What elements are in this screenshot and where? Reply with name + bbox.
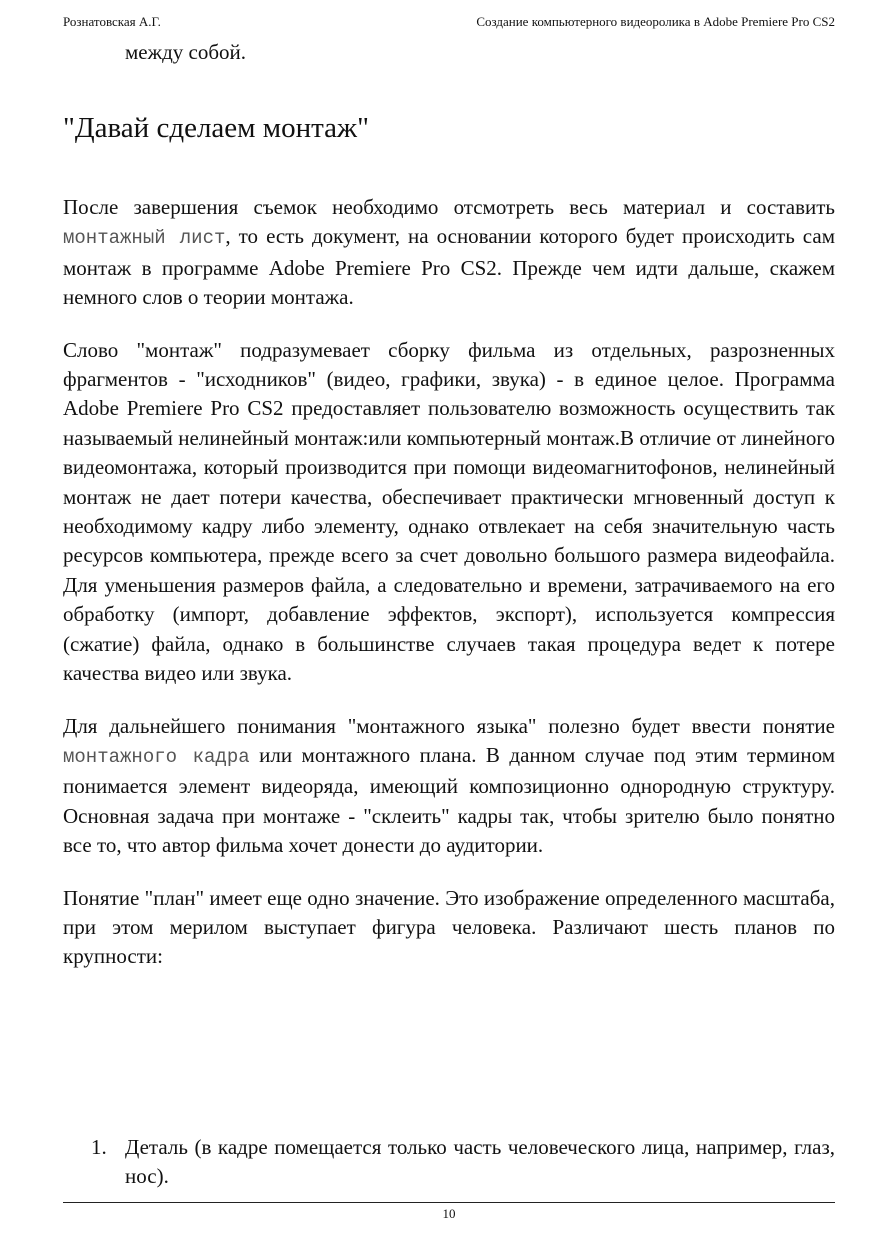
term-montage-sheet: монтажный лист: [63, 227, 226, 250]
page-header: [63, 14, 835, 34]
paragraph-2: Слово "монтаж" подразумевает сборку фильма из отдельных, разрозненных фрагментов - "исходников" (видео, графики, звука) - в единое целое. Программа Adobe Premiere Pro CS2 предоставляет пользователю возможность осуществить так называемый нелинейный монтаж:или компьютерный монтаж.В отличие от линейного видеомонтажа, который производится при помощи видеомагнитофонов, нелинейный монтаж не дает потери качества, обеспечивает практически мгновенный доступ к необходимому кадру либо элементу, однако отвлекает на себя значительную часть ресурсов компьютера, прежде всего за счет довольно большого размера видеофайла. Для уменьшения размеров файла, а следовательно и времени, затрачиваемого на его обработку (импорт, добавление эффектов, экспорт), используется компрессия (сжатие) файла, однако в большинстве случаев такая процедура ведет к потере качества видео или звука.: [63, 337, 835, 686]
header-author: Рознатовская А.Г.: [63, 14, 161, 29]
list-item-text: Деталь (в кадре помещается только часть человеческого лица, например, глаз, нос).: [125, 1135, 835, 1189]
footer-divider: [63, 1202, 835, 1203]
paragraph-4: Понятие "план" имеет еще одно значение. Это изображение определенного масштаба, при этом мерилом выступает фигура человека. Различают шесть планов по крупности:: [63, 885, 835, 969]
list-item: [63, 1133, 835, 1192]
paragraph-3: Для дальнейшего понимания "монтажного языка" полезно будет ввести понятие монтажного кадра или монтажного плана. В данном случае под этим термином понимается элемент видеоряда, имеющий композиционно однородную структуру. Основная задача при монтаже - "склеить" кадры так, чтобы зрителю было понятно все то, что автор фильма хочет донести до аудитории.: [63, 713, 835, 858]
numbered-list: [63, 1133, 835, 1192]
document-body: [63, 193, 835, 995]
header-document-title: Создание компьютерного видеоролика в Adobe Premiere Pro CS2: [476, 14, 835, 29]
paragraph-1: После завершения съемок необходимо отсмотреть весь материал и составить монтажный лист, то есть документ, на основании которого будет происходить сам монтаж в программе Adobe Premiere Pro CS2. Прежде чем идти дальше, скажем немного слов о теории монтажа.: [63, 195, 835, 310]
term-montage-frame: монтажного кадра: [63, 745, 250, 768]
continuation-text: между собой.: [125, 40, 247, 64]
page-number: 10: [442, 1206, 456, 1221]
list-item-number: 1.: [91, 1135, 107, 1159]
section-title: "Давай сделаем монтаж": [63, 112, 369, 144]
